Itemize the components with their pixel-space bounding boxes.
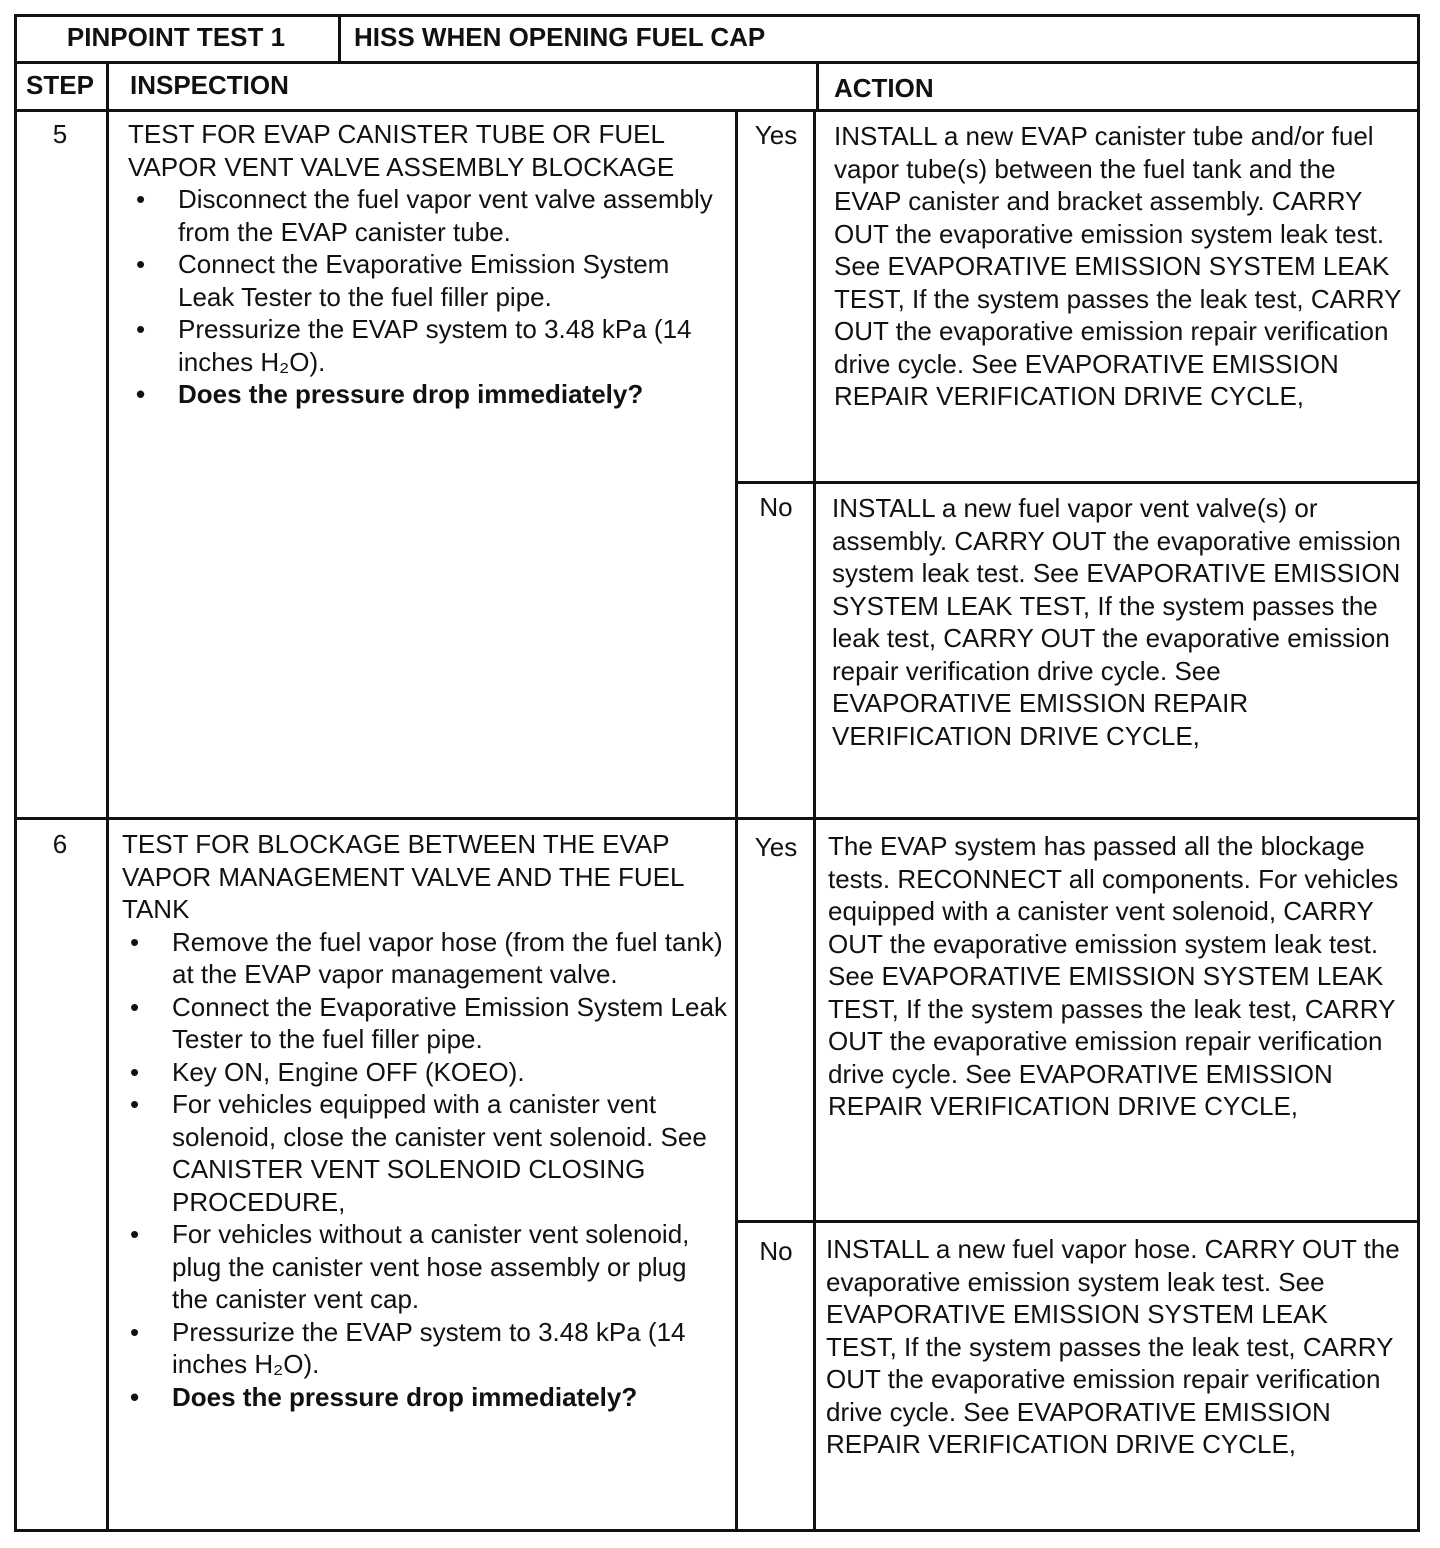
yes-action: The EVAP system has passed all the blockage tests. RECONNECT all components. For vehicles equipped with a canister vent solenoid, CARRY OUT the evaporative emission system leak test. See EVAPORATIVE EMISSION SYSTEM LEAK TEST, If the system passes the leak test, CARRY OUT the evaporative emission repair verification drive cycle. See EVAPORATIVE EMISSION REPAIR VERIFICATION DRIVE CYCLE, (828, 831, 1399, 1121)
column-header-inspection: INSPECTION (130, 70, 289, 100)
inspection-step: • Connect the Evaporative Emission System Leak Tester to the fuel filler pipe. (122, 991, 727, 1056)
no-label: No (759, 492, 793, 522)
yes-action: INSTALL a new EVAP canister tube and/or fuel vapor tube(s) between the fuel tank and the EVAP canister and bracket assembly. CARRY OUT the evaporative emission system leak test. See EVAPORATIVE EMISSION SYSTEM LEAK TEST, If the system passes the leak test, CARRY OUT the evaporative emission repair verification drive cycle. See EVAPORATIVE EMISSION REPAIR VERIFICATION DRIVE CYCLE, (834, 121, 1401, 411)
inspection-cell (122, 828, 727, 1413)
inspection-step: • For vehicles equipped with a canister vent solenoid, close the canister vent solenoid. See CANISTER VENT SOLENOID CLOSING PROCEDURE, (122, 1088, 727, 1218)
row-divider (14, 817, 1420, 820)
yes-no-column-divider (735, 110, 738, 1532)
step5-yes-no-divider (737, 481, 1420, 484)
inspection-step: • Remove the fuel vapor hose (from the fuel tank) at the EVAP vapor management valve. (122, 926, 727, 991)
no-label: No (759, 1236, 793, 1266)
step6-yes-no-divider (737, 1220, 1420, 1223)
column-header-step: STEP (26, 70, 94, 100)
header-divider (14, 61, 1420, 64)
step-number: 6 (52, 829, 68, 859)
inspection-title: TEST FOR BLOCKAGE BETWEEN THE EVAP VAPOR MANAGEMENT VALVE AND THE FUEL TANK (122, 829, 684, 924)
column-header-divider (14, 109, 1420, 112)
step-column-divider (106, 62, 109, 1532)
inspection-title: TEST FOR EVAP CANISTER TUBE OR FUEL VAPOR VENT VALVE ASSEMBLY BLOCKAGE (128, 119, 675, 182)
inspection-question: • Does the pressure drop immediately? (128, 378, 728, 411)
yes-label: Yes (754, 120, 798, 150)
inspection-step: • Key ON, Engine OFF (KOEO). (122, 1056, 727, 1089)
action-column-divider-header (816, 62, 819, 112)
column-header-action: ACTION (834, 73, 934, 103)
no-action: INSTALL a new fuel vapor vent valve(s) or assembly. CARRY OUT the evaporative emission system leak test. See EVAPORATIVE EMISSION SYSTEM LEAK TEST, If the system passes the leak test, CARRY OUT the evaporative emission repair verification drive cycle. See EVAPORATIVE EMISSION REPAIR VERIFICATION DRIVE CYCLE, (832, 493, 1401, 751)
action-column-divider (813, 110, 816, 1532)
inspection-steps (122, 926, 727, 1414)
inspection-step: • Connect the Evaporative Emission System Leak Tester to the fuel filler pipe. (128, 248, 728, 313)
title-divider (338, 14, 341, 63)
inspection-step: • Pressurize the EVAP system to 3.48 kPa (14 inches H₂O). (128, 313, 728, 378)
yes-label: Yes (754, 832, 798, 862)
step-number: 5 (52, 119, 68, 149)
no-action: INSTALL a new fuel vapor hose. CARRY OUT the evaporative emission system leak test. See EVAPORATIVE EMISSION SYSTEM LEAK TEST, If the system passes the leak test, CARRY OUT the evaporative emission repair verification drive cycle. See EVAPORATIVE EMISSION REPAIR VERIFICATION DRIVE CYCLE, (826, 1234, 1400, 1459)
test-title: HISS WHEN OPENING FUEL CAP (354, 22, 766, 52)
inspection-step: • Pressurize the EVAP system to 3.48 kPa (14 inches H₂O). (122, 1316, 727, 1381)
inspection-step: • Disconnect the fuel vapor vent valve assembly from the EVAP canister tube. (128, 183, 728, 248)
test-label: PINPOINT TEST 1 (66, 22, 286, 52)
inspection-cell (128, 118, 728, 411)
inspection-steps (128, 183, 728, 411)
inspection-step: • For vehicles without a canister vent solenoid, plug the canister vent hose assembly or plug the canister vent cap. (122, 1218, 727, 1316)
inspection-question: • Does the pressure drop immediately? (122, 1381, 727, 1414)
